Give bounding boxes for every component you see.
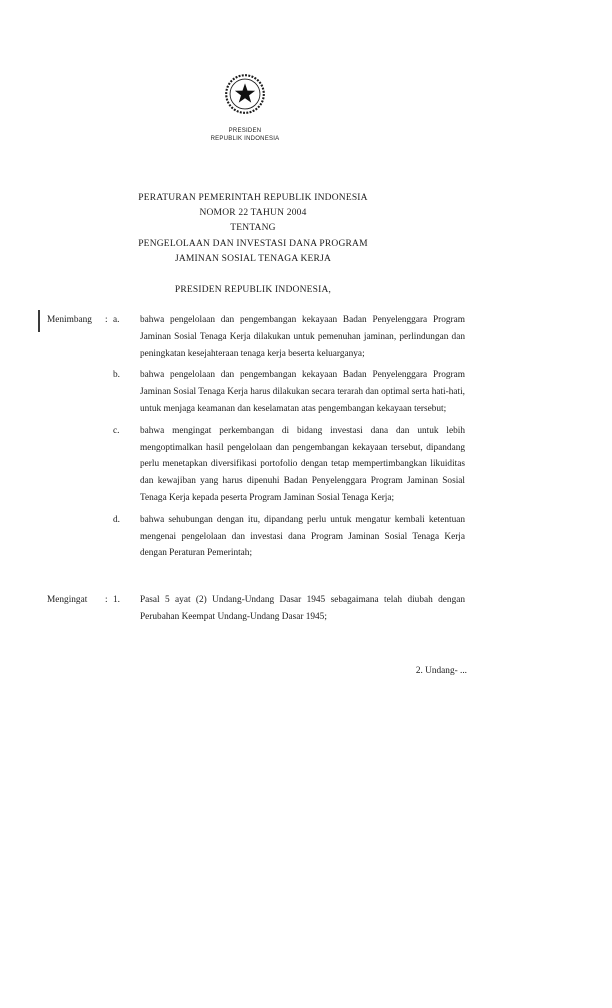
seal-label-presiden: PRESIDEN xyxy=(228,128,262,134)
document-title xyxy=(0,191,506,267)
clause-text: bahwa pengelolaan dan pengembangan kekayaan Badan Penyelenggara Program Jaminan Sosial Tenaga Kerja harus dilakukan secara terarah dan optimal serta hati-hati, untuk menjaga keamanan dan keselamatan atas pengembangan kekayaan tersebut; xyxy=(140,370,465,414)
clause-marker: d. xyxy=(113,514,120,525)
margin-mark xyxy=(38,310,40,332)
title-line-tentang: TENTANG xyxy=(230,223,276,234)
clause-row-menimbang-d xyxy=(47,512,467,562)
title-line-subject-1: PENGELOLAAN DAN INVESTASI DANA PROGRAM xyxy=(138,238,368,249)
clause-row-menimbang-b xyxy=(47,367,467,417)
clause-marker: 1. xyxy=(113,595,120,606)
clause-text: bahwa sehubungan dengan itu, dipandang perlu untuk mengatur kembali ketentuan mengenai pengelolaan dan investasi dana Program Jaminan Sosial Tenaga Kerja dengan Peraturan Pemerintah; xyxy=(140,514,465,559)
title-line-regulation: PERATURAN PEMERINTAH REPUBLIK INDONESIA xyxy=(138,193,368,203)
page-continuation-catchword: 2. Undang- ... xyxy=(415,666,467,676)
clause-separator: : xyxy=(105,315,108,325)
clause-row-menimbang-c xyxy=(47,423,467,507)
title-line-subject-2: JAMINAN SOSIAL TENAGA KERJA xyxy=(174,253,332,264)
clause-row-menimbang-a xyxy=(47,312,467,362)
star-emblem-icon xyxy=(218,68,272,122)
clauses xyxy=(47,312,467,631)
clause-text: bahwa pengelolaan dan pengembangan kekayaan Badan Penyelenggara Program Jaminan Sosial Tenaga Kerja dilakukan untuk pemenuhan jaminan, perlindungan dan peningkatan kesejahteraan tenaga kerja beserta keluarganya; xyxy=(140,315,465,359)
presidential-seal xyxy=(189,68,301,143)
clause-separator: : xyxy=(105,595,108,606)
clause-marker: a. xyxy=(113,315,120,325)
clause-marker: b. xyxy=(113,370,120,381)
seal-label-republik: REPUBLIK INDONESIA xyxy=(210,135,280,142)
title-line-number: NOMOR 22 TAHUN 2004 xyxy=(199,208,307,219)
clause-row-mengingat-1 xyxy=(47,592,467,626)
salutation: PRESIDEN REPUBLIK INDONESIA, xyxy=(174,285,332,295)
clause-label: Mengingat xyxy=(47,595,88,606)
clause-text: Pasal 5 ayat (2) Undang-Undang Dasar 1945 sebagaimana telah diubah dengan Perubahan Keempat Undang-Undang Dasar 1945; xyxy=(140,595,465,622)
clause-text: bahwa mengingat perkembangan di bidang investasi dana dan untuk lebih mengoptimalkan hasil pengelolaan dan pengembangan kekayaan tersebut, dipandang perlu menetapkan diversifikasi portofolio dengan tetap mempertimbangkan likuiditas dan kewajiban yang harus dipenuhi Badan Penyelenggara Program Jaminan Sosial Tenaga Kerja kepada peserta Program Jaminan Sosial Tenaga Kerja; xyxy=(140,425,465,503)
clause-marker: c. xyxy=(113,425,120,436)
clause-label: Menimbang xyxy=(47,315,92,325)
